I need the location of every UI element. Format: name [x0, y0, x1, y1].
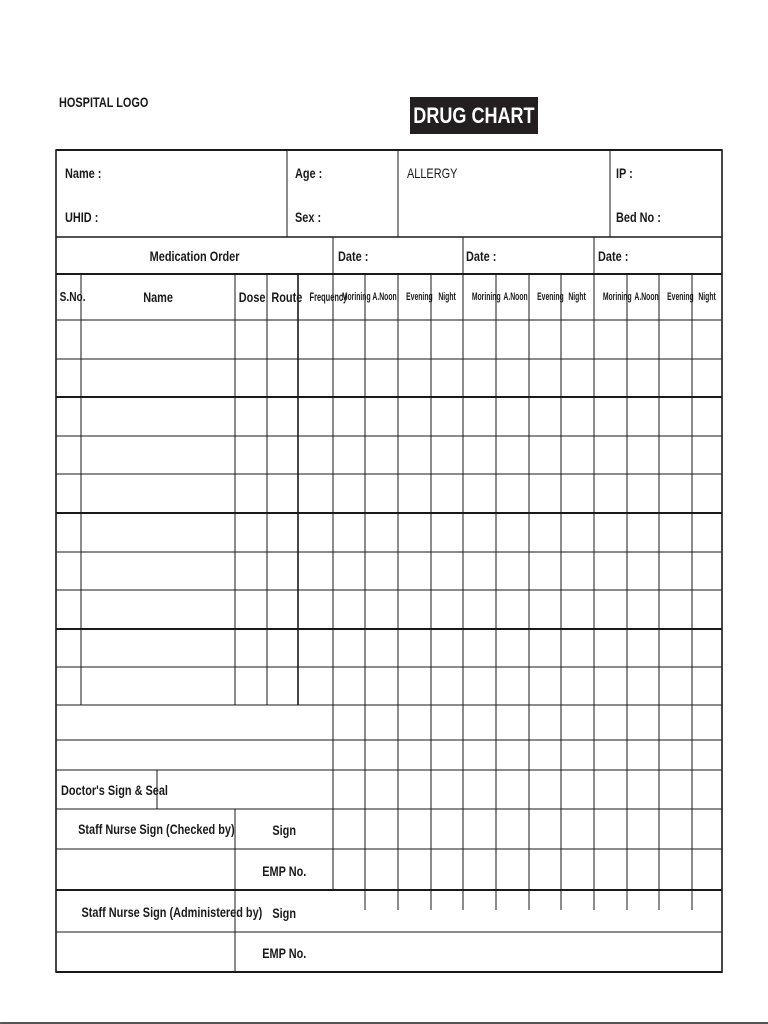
col-noon-day1: A.Noon: [372, 291, 397, 303]
sign-label-checked: Sign: [272, 822, 296, 838]
col-noon-day2: A.Noon: [503, 291, 528, 303]
nurse-administered-label: Staff Nurse Sign (Administered by): [81, 904, 263, 920]
date-label-3: Date :: [598, 248, 629, 264]
sign-label-administered: Sign: [272, 905, 296, 921]
date-label-2: Date :: [466, 248, 497, 264]
ip-label: IP :: [616, 165, 633, 181]
name-label: Name :: [65, 165, 102, 181]
hospital-logo-placeholder: HOSPITAL LOGO: [59, 94, 149, 110]
emp-no-label-checked: EMP No.: [261, 863, 307, 879]
col-evening-day3: Evening: [667, 291, 694, 303]
doctor-sign-label: Doctor's Sign & Seal: [61, 782, 168, 798]
medication-order-label: Medication Order: [149, 248, 240, 264]
emp-no-label-administered: EMP No.: [261, 945, 307, 961]
col-morning-day2: Morining: [471, 291, 501, 303]
col-morning-day1: Morining: [341, 291, 371, 303]
allergy-label: ALLERGY: [407, 165, 458, 181]
col-night-day3: Night: [698, 291, 716, 303]
col-sno: S.No.: [59, 289, 86, 304]
date-label-1: Date :: [338, 248, 369, 264]
age-label: Age :: [295, 165, 323, 181]
col-route: Route: [271, 289, 303, 305]
bed-no-label: Bed No :: [616, 209, 661, 225]
col-evening-day1: Evening: [406, 291, 433, 303]
col-dose: Dose: [238, 289, 266, 305]
sex-label: Sex :: [295, 209, 322, 225]
document-title-text: DRUG CHART: [413, 102, 535, 128]
uhid-label: UHID :: [65, 209, 99, 225]
col-morning-day3: Morining: [602, 291, 632, 303]
col-frequency: Frequency: [309, 290, 348, 304]
nurse-checked-label: Staff Nurse Sign (Checked by): [78, 821, 235, 837]
col-noon-day3: A.Noon: [634, 291, 659, 303]
col-night-day2: Night: [568, 291, 587, 303]
col-evening-day2: Evening: [537, 291, 564, 303]
col-name: Name: [143, 289, 173, 305]
col-night-day1: Night: [438, 291, 456, 303]
